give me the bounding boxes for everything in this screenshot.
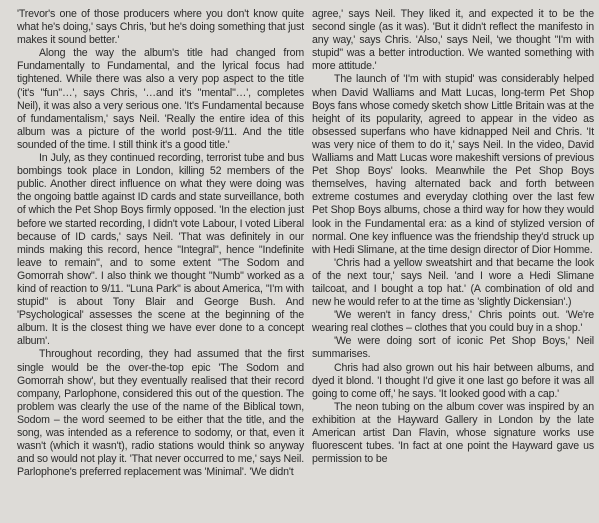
paragraph: The neon tubing on the album cover was inspired by an exhibition at the Hayward Gallery in London by the late American artist Dan Flavin, whose signature works use fluorescent tubes. 'In fact at one point the Hayward gave us permission to be	[312, 400, 594, 466]
right-text-column	[312, 8, 594, 466]
paragraph: 'We weren't in fancy dress,' Chris points out. 'We're wearing real clothes – clothes that you could buy in a shop.'	[312, 309, 594, 335]
paragraph: 'Chris had a yellow sweatshirt and that became the look of the next tour,' says Neil. 'and I wore a Hedi Slimane tailcoat, and I bought a top hat.' (A combination of old and new he would refer to at the time as 'slightly Dickensian'.)	[312, 256, 594, 309]
paragraph: Along the way the album's title had changed from Fundamentally to Fundamental, and the lyrical focus had tightened. While there was also a very pop aspect to the title ('it's "fun"…', says Chris, '…and it's "mental"…', completes Neil), it was also a very serious one. 'It's Fundamental because of fundamentalism,' says Neil. 'Really the entire idea of this album was a picture of the world post-9/11. And the title sounded of the time. I still think it's a good title.'	[17, 47, 304, 151]
paragraph: The launch of 'I'm with stupid' was considerably helped when David Walliams and Matt Lucas, long-term Pet Shop Boys fans whose comedy sketch show Little Britain was at the height of its popularity, agreed to appear in the video as obsessed superfans who have kidnapped Neil and Chris. 'It was very nice of them to do it,' says Neil. In the video, David Walliams and Matt Lucas wore makeshift versions of previous Pet Shop Boys' looks. Meanwhile the Pet Shop Boys themselves, having alternated back and forth between extreme costumes and everyday clothing over the last few Pet Shop Boys albums, chose a third way for how they would look in the Fundamental era: as a kind of stylized version of normal. One key influence was the friendship they'd struck up with Hedi Slimane, at the time design director of Dior Homme.	[312, 73, 594, 256]
paragraph: agree,' says Neil. They liked it, and expected it to be the second single (as it was). 'But it didn't reflect the manifesto in any way,' says Chris. 'Also,' says Neil, 'we thought "I'm with stupid" was a better introduction. We wanted something with more attitude.'	[312, 8, 594, 73]
paragraph: In July, as they continued recording, terrorist tube and bus bombings took place in London, killing 52 members of the public. Another direct influence on what they were doing was the ongoing battle against ID cards and state surveillance, both of which the Pet Shop Boys firmly opposed. 'In the election just before we started recording, I didn't vote Labour, I voted Liberal because of ID cards,' says Neil. 'That was definitely in our minds making this record, hence "Integral", hence "Indefinite leave to remain", and to some extent "The Sodom and Gomorrah show". I also think we thought "Numb" worked as a kind of reaction to 9/11. "Luna Park" is about America, "I'm with stupid" is about Tony Blair and George Bush. And 'Psychological' assesses the scene at the beginning of the album. It is the closest thing we have ever done to a concept album'.	[17, 152, 304, 348]
paragraph: 'Trevor's one of those producers where you don't know quite what he's doing,' says Chris, 'but he's doing something that just makes it sound better.'	[17, 8, 304, 47]
left-text-column	[17, 8, 304, 479]
paragraph: Chris had also grown out his hair between albums, and dyed it blond. 'I thought I'd give it one last go before it was all going to come off,' he says. 'It looked good with a cap.'	[312, 361, 594, 400]
paragraph: 'We were doing sort of iconic Pet Shop Boys,' Neil summarises.	[312, 335, 594, 361]
paragraph: Throughout recording, they had assumed that the first single would be the over-the-top epic 'The Sodom and Gomorrah show', but they eventually realised that their record company, Parlophone, considered this out of the question. The problem was clearly the use of the name of the Biblical town, Sodom – the word seemed to be either that the title, and the song, was intended as a reference to sodomy, or that, even it wasn't (which it wasn't), radio stations would think so anyway and so would not play it. 'That never occurred to me,' says Neil. Parlophone's preferred replacement was 'Minimal'. 'We didn't	[17, 348, 304, 479]
